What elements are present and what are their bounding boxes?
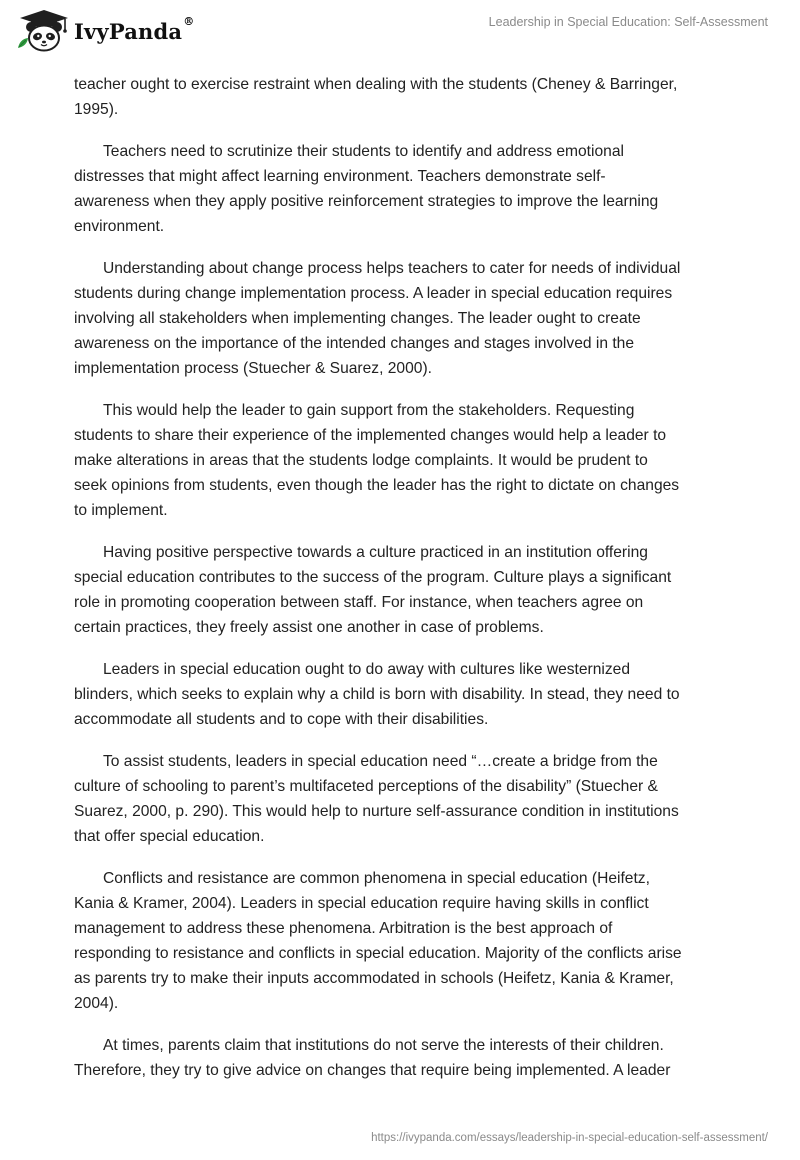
paragraph: Having positive perspective towards a culture practiced in an institution offering special education contributes to the success of the program. Culture plays a significant role in promoting cooperation between staff. For instance, when teachers agree on certain practices, they freely assist one another in case of problems. [74,544,672,636]
source-url-link[interactable]: https://ivypanda.com/essays/leadership-in-special-education-self-assessment/ [371,1132,768,1144]
paragraph: This would help the leader to gain support from the stakeholders. Requesting students to share their experience of the implemented changes would help a leader to make alterations in areas that the students lodge complaints. It would be prudent to seek opinions from students, even though the leader has the right to dictate on changes to implement. [74,402,680,519]
essay-body [74,72,734,1100]
paragraph: teacher ought to exercise restraint when dealing with the students (Cheney & Barringer, 1995). [74,76,678,118]
paragraph: Conflicts and resistance are common phenomena in special education (Heifetz, Kania & Kramer, 2004). Leaders in special education require having skills in conflict management to address these phenomena. Arbitration is the best approach of responding to resistance and conflicts in special education. Majority of the conflicts arise as parents try to make their inputs accommodated in schools (Heifetz, Kania & Kramer, 2004). [74,870,682,1012]
brand-name: IvyPanda® [74,14,195,44]
paragraph: To assist students, leaders in special education need “…create a bridge from the culture of schooling to parent’s multifaceted perceptions of the disability” (Stuecher & Suarez, 2000, p. 290). This would help to nurture self-assurance condition in institutions that offer special education. [74,753,679,845]
paragraph: Leaders in special education ought to do away with cultures like westernized blinders, which seeks to explain why a child is born with disability. In stead, they need to accommodate all students and to cope with their disabilities. [74,661,680,728]
ivypanda-logo[interactable] [14,8,194,52]
panda-graduate-icon [14,8,70,52]
paragraph: Understanding about change process helps teachers to cater for needs of individual students during change implementation process. A leader in special education requires involving all stakeholders when implementing changes. The leader ought to create awareness on the importance of the intended changes and stages involved in the implementation process (Stuecher & Suarez, 2000). [74,260,681,377]
page-header [0,0,800,60]
document-title: Leadership in Special Education: Self-Assessment [488,15,768,29]
registered-mark: ® [183,14,195,28]
paragraph: At times, parents claim that institutions do not serve the interests of their children. Therefore, they try to give advice on changes that require being implemented. A leader [74,1037,671,1079]
paragraph: Teachers need to scrutinize their students to identify and address emotional distresses that might affect learning environment. Teachers demonstrate self- awareness when they apply positive reinforcement strategies to improve the learning environment. [74,143,659,235]
